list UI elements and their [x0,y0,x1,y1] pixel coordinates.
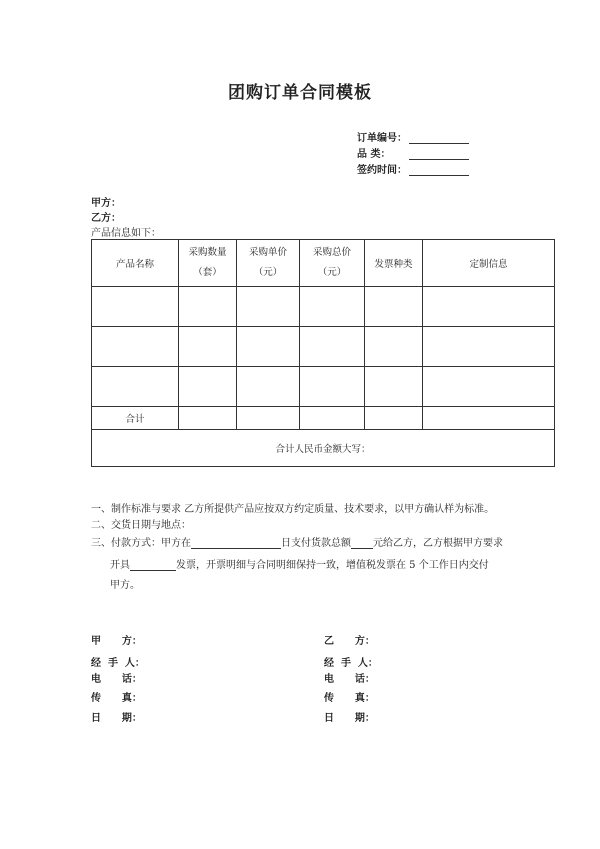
table-cell[interactable] [300,367,365,407]
sign-phone-a: 电 话： [91,674,142,685]
total-label: 合计 [92,407,179,430]
sign-party-b: 乙 方： [324,636,375,647]
table-cell[interactable] [237,287,300,327]
clause-3-line-2 [110,556,489,571]
amount-in-words-row [92,430,555,467]
table-cell[interactable] [365,367,423,407]
sign-date-b: 日 期： [324,713,375,724]
header-total-price [300,240,365,287]
table-cell[interactable] [423,367,555,407]
amount-in-words-label[interactable]: 合计人民币金额大写： [92,430,555,467]
header-unit-price-label: 采购单价 [248,247,287,258]
table-cell[interactable] [300,327,365,367]
table-cell[interactable] [365,327,423,367]
header-total-price-label: 采购总价 [312,247,351,258]
clause-3-text-a: 三、付款方式：甲方在 [91,538,191,549]
header-qty-unit: （套） [193,267,222,278]
category-label: 品 类： [357,149,391,160]
sign-time-label: 签约时间： [357,165,407,176]
header-product-name: 产品名称 [92,240,179,287]
table-cell[interactable] [179,367,237,407]
table-row [92,287,555,327]
table-row [92,327,555,367]
party-a-label: 甲方： [91,198,121,209]
header-custom-info: 定制信息 [423,240,555,287]
page-title: 团购订单合同模板 [228,83,372,103]
order-no-row [357,130,469,144]
order-no-label: 订单编号： [357,133,407,144]
table-cell[interactable] [423,407,555,430]
table-cell[interactable] [92,367,179,407]
table-header-row [92,240,555,287]
clause-3-line-3: 甲方。 [110,580,140,591]
header-invoice-type: 发票种类 [365,240,423,287]
table-cell[interactable] [365,407,423,430]
table-cell[interactable] [92,287,179,327]
table-cell[interactable] [179,287,237,327]
clause-2: 二、交货日期与地点： [91,520,191,531]
table-cell[interactable] [365,287,423,327]
table-cell[interactable] [300,407,365,430]
sign-fax-a: 传 真： [91,693,142,704]
total-row [92,407,555,430]
category-field[interactable] [409,149,469,160]
header-unit-price [237,240,300,287]
table-cell[interactable] [423,287,555,327]
header-total-price-unit: （元） [317,267,347,278]
table-row [92,367,555,407]
table-cell[interactable] [179,407,237,430]
table-intro: 产品信息如下： [91,228,161,239]
clause-3-line-1 [91,534,503,549]
category-row [357,146,469,160]
header-qty [179,240,237,287]
payment-amount-blank[interactable] [351,538,373,549]
table-cell[interactable] [237,407,300,430]
sign-time-row [357,162,469,176]
sign-handler-a: 经 手 人： [91,658,145,669]
sign-fax-b: 传 真： [324,693,375,704]
sign-date-a: 日 期： [91,713,142,724]
table-cell[interactable] [300,287,365,327]
clause-3-text-e: 发票，开票明细与合同明细保持一致，增值税发票在 5 个工作日内交付 [176,560,489,571]
header-unit-price-unit: （元） [253,267,283,278]
sign-phone-b: 电 话： [324,674,375,685]
clause-3-text-d: 开具 [110,560,130,571]
invoice-type-blank[interactable] [130,560,176,571]
sign-party-a: 甲 方： [91,636,142,647]
sign-time-field[interactable] [409,165,469,176]
clause-3-text-b: 日支付货款总额 [281,538,351,549]
sign-handler-b: 经 手 人： [324,658,378,669]
payment-days-blank[interactable] [191,538,281,549]
table-cell[interactable] [92,327,179,367]
table-cell[interactable] [237,367,300,407]
table-cell[interactable] [423,327,555,367]
table-cell[interactable] [179,327,237,367]
product-table [91,239,555,467]
table-cell[interactable] [237,327,300,367]
header-qty-label: 采购数量 [188,247,227,258]
clause-3-text-c: 元给乙方，乙方根据甲方要求 [373,538,503,549]
party-b-label: 乙方： [91,213,121,224]
order-no-field[interactable] [409,133,469,144]
clause-1: 一、制作标准与要求 乙方所提供产品应按双方约定质量、技术要求，以甲方确认样为标准。 [91,504,495,515]
